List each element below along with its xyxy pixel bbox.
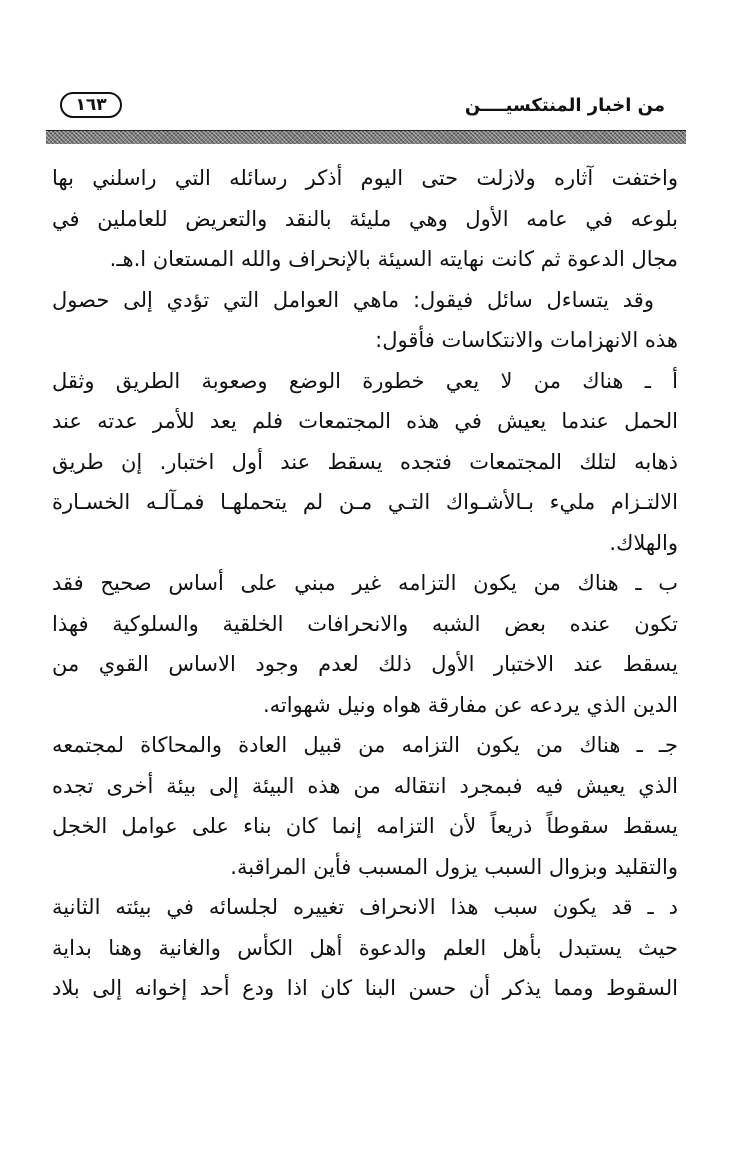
text-line: هذه الانهزامات والانتكاسات فأقول: bbox=[375, 328, 678, 352]
running-title: من اخبار المنتكسيــــن bbox=[464, 95, 665, 116]
text-line: أ ـ هناك من لا يعي خطورة الوضع وصعوبة الطريق وثقل bbox=[52, 368, 678, 393]
paragraph-question bbox=[52, 280, 678, 361]
text-line: د ـ قد يكون سبب هذا الانحراف تغييره لجلسائه في بيئته الثانية bbox=[52, 895, 678, 919]
paragraph-reason-d bbox=[52, 887, 678, 1009]
text-line: يسقط سقوطاً ذريعاً لأن التزامه إنما كان بناء على عوامل الخجل bbox=[52, 814, 678, 838]
page-number: ١٦٣ bbox=[60, 92, 122, 118]
text-line: يسقط عند الاختبار الأول ذلك لعدم وجود الاساس القوي من bbox=[52, 652, 678, 676]
page-body bbox=[52, 158, 678, 1009]
text-line: والتقليد وبزوال السبب يزول المسبب فأين المراقبة. bbox=[230, 854, 678, 879]
text-line: تكون عنده بعض الشبه والانحرافات الخلقية والسلوكية فهذا bbox=[52, 611, 678, 636]
text-line: واختفت آثاره ولازلت حتى اليوم أذكر رسائله التي راسلني بها bbox=[52, 166, 678, 190]
text-line: ب ـ هناك من يكون التزامه غير مبني على أساس صحيح فقد bbox=[52, 571, 678, 595]
text-line: الحمل عندما يعيش في هذه المجتمعات فلم يعد للأمر عدته عند bbox=[52, 409, 678, 433]
text-line: الذي يعيش فيه فبمجرد انتقاله من هذه البيئة إلى بيئة أخرى تجده bbox=[52, 773, 678, 798]
text-line: ذهابه لتلك المجتمعات فتجده يسقط عند أول اختبار. إن طريق bbox=[52, 449, 678, 474]
text-line: الدين الذي يردعه عن مفارقة هواه ونيل شهواته. bbox=[262, 692, 678, 717]
text-line: وقد يتساءل سائل فيقول: ماهي العوامل التي تؤدي إلى حصول bbox=[52, 287, 654, 312]
paragraph-reason-c bbox=[52, 725, 678, 887]
page-header bbox=[0, 88, 731, 128]
text-line: حيث يستبدل بأهل العلم والدعوة أهل الكأس والغانية وهنا بداية bbox=[52, 935, 678, 960]
paragraph-intro-end bbox=[52, 158, 678, 280]
paragraph-reason-a bbox=[52, 361, 678, 564]
paragraph-reason-b bbox=[52, 563, 678, 725]
text-line: مجال الدعوة ثم كانت نهايته السيئة بالإنحراف والله المستعان ا.هـ. bbox=[109, 247, 678, 271]
text-line: جـ ـ هناك من يكون التزامه من قبيل العادة والمحاكاة لمجتمعه bbox=[52, 733, 678, 757]
text-line: والهلاك. bbox=[609, 530, 678, 555]
text-line: الالتـزام مليء بـالأشـواك التـي مـن لم يتحملهـا فمـآلـه الخسـارة bbox=[52, 490, 678, 514]
header-divider bbox=[46, 130, 686, 144]
text-line: بلوعه في عامه الأول وهي مليئة بالنقد والتعريض للعاملين في bbox=[52, 206, 678, 231]
text-line: السقوط ومما يذكر أن حسن البنا كان اذا ودع أحد إخوانه إلى بلاد bbox=[52, 976, 678, 1000]
